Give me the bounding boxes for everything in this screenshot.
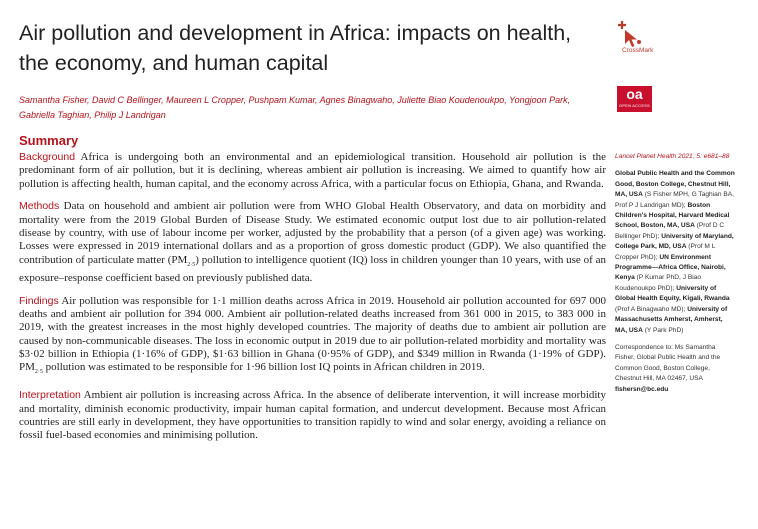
affiliation-3: University of Maryland, College Park, MD, USA (615, 232, 734, 251)
interpretation-section (19, 389, 606, 442)
sidebar (615, 152, 735, 402)
affiliation-1-names: (S Fisher MPH, G Taghian BA, Prof P J Landrigan MD); (615, 191, 734, 209)
abstract (19, 151, 606, 452)
affiliation-1: Global Public Health and the Common Good, Boston College, Chestnut Hill, MA, USA (615, 170, 735, 199)
affiliation-5-names: (Prof A Binagwaho MD); (615, 305, 686, 313)
methods-subscript: 2·5 (187, 261, 196, 268)
findings-subscript: 2·5 (34, 369, 43, 376)
findings-text-cont: pollution was estimated to be responsible for 1·96 billion lost IQ points in African children in 2019. (42, 361, 485, 374)
methods-text: Data on household and ambient air pollution were from WHO Global Health Observatory, and data on morbidity and mortality were from the 2019 Global Burden of Disease Study. We estimated economic output lost due to air pollution-related disease by country, with use of labour income per worker, adjusted by the probability that a person (of a given age) was working. Losses were expressed in 2019 international dollars and as a proportion of gross domestic product (GDP). We also quantified the contribution of particulate matter (PM (19, 200, 607, 266)
findings-section (19, 295, 606, 380)
affiliation-2: Boston Children's Hospital, Harvard Medical School, Boston, MA, USA (615, 201, 730, 230)
findings-label: Findings (19, 294, 59, 307)
correspondence-address: Ms Samantha Fisher, Global Public Health and the Common Good, Boston College, Chestnut Hill, MA 02467, USA (615, 343, 721, 383)
correspondence-label: Correspondence to: (615, 343, 673, 351)
author-list: Samantha Fisher, David C Bellinger, Maureen L Cropper, Pushpam Kumar, Agnes Binagwaho, Juliette Biao Koudenoukpo, Yongjoon Park, Gabriella Taghian, Philip J Landrigan (19, 95, 571, 120)
methods-text-cont: ) pollution to intelligence quotient (IQ) loss in children younger than 10 years, with use of an exposure–response coefficient based on previously published data. (19, 253, 606, 285)
affiliation-5: University of Global Health Equity, Kigali, Rwanda (615, 284, 730, 303)
background-label: Background (19, 151, 76, 163)
summary-heading: Summary (19, 133, 79, 148)
open-access-badge (617, 86, 652, 112)
crossmark-label: CrossMark (622, 47, 654, 54)
open-access-logo: oa (626, 86, 643, 102)
article-title: Air pollution and development in Africa: impacts on health, the economy, and human capital (19, 21, 572, 75)
journal-citation[interactable]: Lancet Planet Health 2021; 5: e681–88 (615, 153, 730, 160)
correspondence-email[interactable]: fishersn@bc.edu (615, 385, 669, 393)
affiliation-4: UN Environment Programme—Africa Office, Nairobi, Kenya (615, 253, 726, 282)
background-text: Africa is undergoing both an environmental and an epidemiological transition. Household air pollution is the predominant form of air pollution, but it is declining, whereas ambient air pollution is increasing. We aimed to quantify how air pollution is affecting health, human capital, and the economy across Africa, with a particular focus on Ethiopia, Ghana, and Rwanda. (19, 151, 606, 190)
affiliation-3-names: (Prof M L Cropper PhD); (615, 243, 716, 261)
affiliation-2-names: (Prof D C Bellinger PhD); (615, 222, 725, 240)
findings-text: Air pollution was responsible for 1·1 million deaths across Africa in 2019. Household air pollution accounted for 697 000 deaths and ambient air pollution for 394 000. Ambient air pollution-related deaths increased from 361 000 in 2015, to 383 000 in 2019, with the greatest increases in the most highly developed countries. The majority of deaths due to ambient air pollution are caused by non-communicable diseases. The loss in economic output in 2019 due to air pollution-related morbidity and mortality was $3·02 billion in Ethiopia (1·16% of GDP), $1·63 billion in Ghana (0·95% of GDP), and $349 million in Rwanda (1·19% of GDP). PM (19, 294, 606, 374)
affiliations (615, 169, 735, 336)
affiliation-6-names: (Y Park PhD) (644, 326, 684, 334)
correspondence (615, 343, 735, 395)
background-section (19, 151, 606, 191)
open-access-label: OPEN ACCESS (619, 103, 650, 108)
affiliation-4-names: (P Kumar PhD, J Biao Koudenoukpo PhD); (615, 274, 702, 292)
methods-section (19, 200, 606, 285)
affiliation-6: University of Massachusetts Amherst, Amherst, MA, USA (615, 305, 728, 334)
methods-label: Methods (19, 200, 60, 213)
interpretation-label: Interpretation (19, 389, 81, 402)
interpretation-text: Ambient air pollution is increasing across Africa. In the absence of deliberate intervention, it will increase morbidity and mortality, diminish economic productivity, impair human capital formation, and undercut development. Because most African countries are still early in development, they have opportunities to transition rapidly to wind and solar energy, avoiding a reliance on fossil fuel-based economies and minimising pollution. (19, 389, 606, 442)
